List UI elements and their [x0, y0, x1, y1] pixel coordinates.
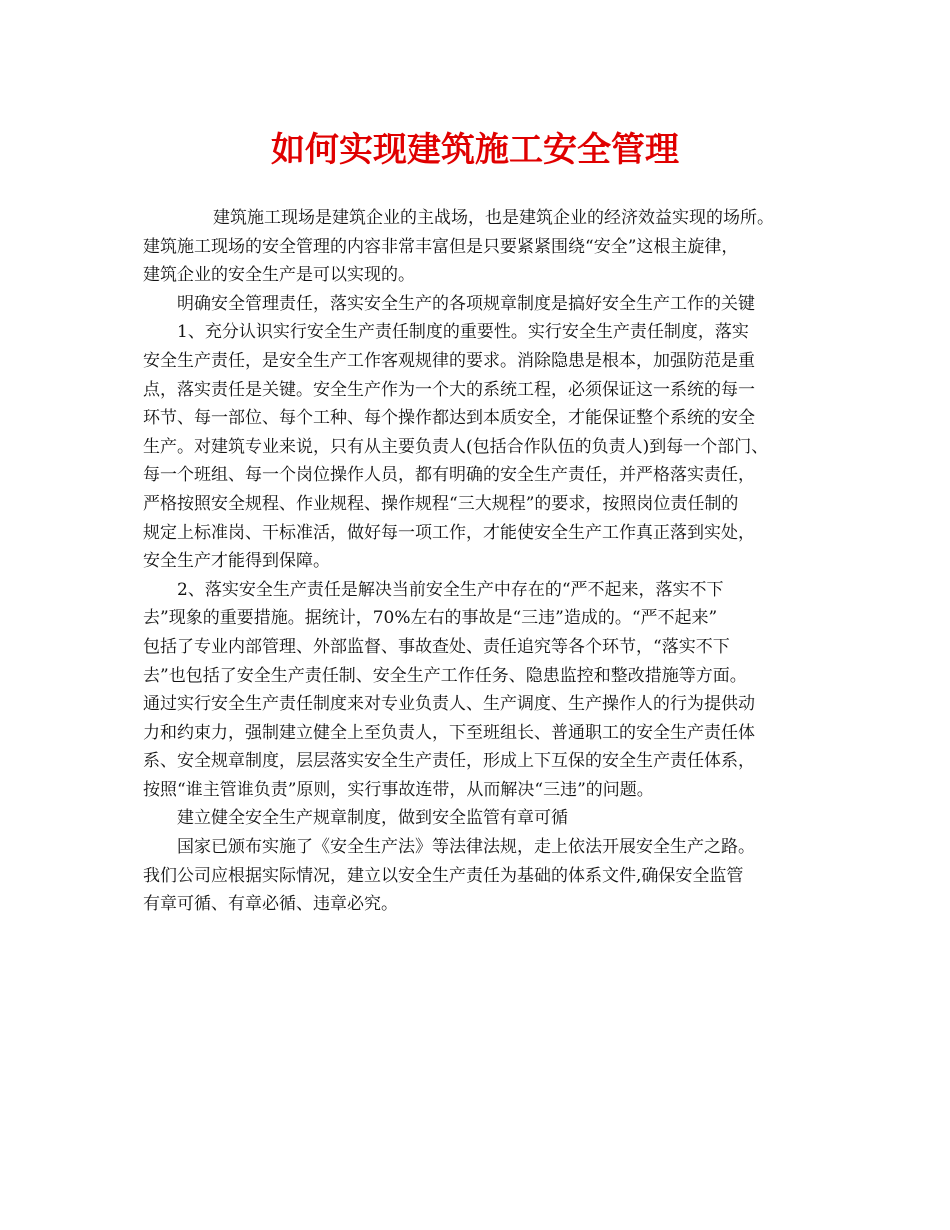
- paragraph-line: 建筑企业的安全生产是可以实现的。: [143, 265, 415, 286]
- paragraph-line: 有章可循、有章必循、违章必究。: [143, 894, 398, 915]
- paragraph-line: 去”现象的重要措施。据统计，70%左右的事故是“三违”造成的。“严不起来”: [143, 608, 718, 629]
- paragraph-line: 包括了专业内部管理、外部监督、事故查处、责任追究等各个环节，“落实不下: [143, 636, 730, 657]
- paragraph-line: 规定上标准岗、干标准活，做好每一项工作，才能使安全生产工作真正落到实处，: [143, 522, 755, 543]
- document-body: [143, 204, 823, 919]
- paragraph-line: 建筑施工现场的安全管理的内容非常丰富但是只要紧紧围绕“安全”这根主旋律，: [143, 236, 739, 257]
- section-heading-line: 建立健全安全生产规章制度，做到安全监管有章可循: [177, 808, 568, 829]
- document-title: 如何实现建筑施工安全管理: [271, 130, 679, 170]
- paragraph-line: 去”也包括了安全生产责任制、安全生产工作任务、隐患监控和整改措施等方面。: [143, 665, 747, 686]
- paragraph-line: 我们公司应根据实际情况，建立以安全生产责任为基础的体系文件,确保安全监管: [143, 865, 744, 886]
- paragraph-line: 安全生产才能得到保障。: [143, 551, 330, 572]
- paragraph-line: 环节、每一部位、每个工种、每个操作都达到本质安全，才能保证整个系统的安全: [143, 408, 755, 429]
- paragraph-line: 建筑施工现场是建筑企业的主战场，也是建筑企业的经济效益实现的场所。: [213, 208, 774, 228]
- section-heading-line: 明确安全管理责任，落实安全生产的各项规章制度是搞好安全生产工作的关键: [177, 293, 755, 314]
- paragraph-line: 通过实行安全生产责任制度来对专业负责人、生产调度、生产操作人的行为提供动: [143, 694, 755, 715]
- paragraph-line: 1、充分认识实行安全生产责任制度的重要性。实行安全生产责任制度，落实: [177, 322, 749, 343]
- paragraph-line: 点，落实责任是关键。安全生产作为一个大的系统工程，必须保证这一系统的每一: [143, 379, 755, 400]
- paragraph-line: 安全生产责任，是安全生产工作客观规律的要求。消除隐患是根本，加强防范是重: [143, 350, 755, 371]
- paragraph-line: 生产。对建筑专业来说，只有从主要负责人(包括合作队伍的负责人)到每一个部门、: [143, 436, 769, 457]
- paragraph-line: 力和约束力，强制建立健全上至负责人，下至班组长、普通职工的安全生产责任体: [143, 722, 755, 743]
- paragraph-line: 严格按照安全规程、作业规程、操作规程“三大规程”的要求，按照岗位责任制的: [143, 493, 739, 514]
- paragraph-line: 系、安全规章制度，层层落实安全生产责任，形成上下互保的安全生产责任体系，: [143, 751, 755, 772]
- paragraph-line: 2、落实安全生产责任是解决当前安全生产中存在的“严不起来，落实不下: [177, 579, 724, 600]
- paragraph-line: 每一个班组、每一个岗位操作人员，都有明确的安全生产责任，并严格落实责任，: [143, 465, 755, 486]
- paragraph-line: 按照“谁主管谁负责”原则，实行事故连带，从而解决“三违”的问题。: [143, 779, 654, 800]
- paragraph-line: 国家已颁布实施了《安全生产法》等法律法规，走上依法开展安全生产之路。: [177, 837, 755, 858]
